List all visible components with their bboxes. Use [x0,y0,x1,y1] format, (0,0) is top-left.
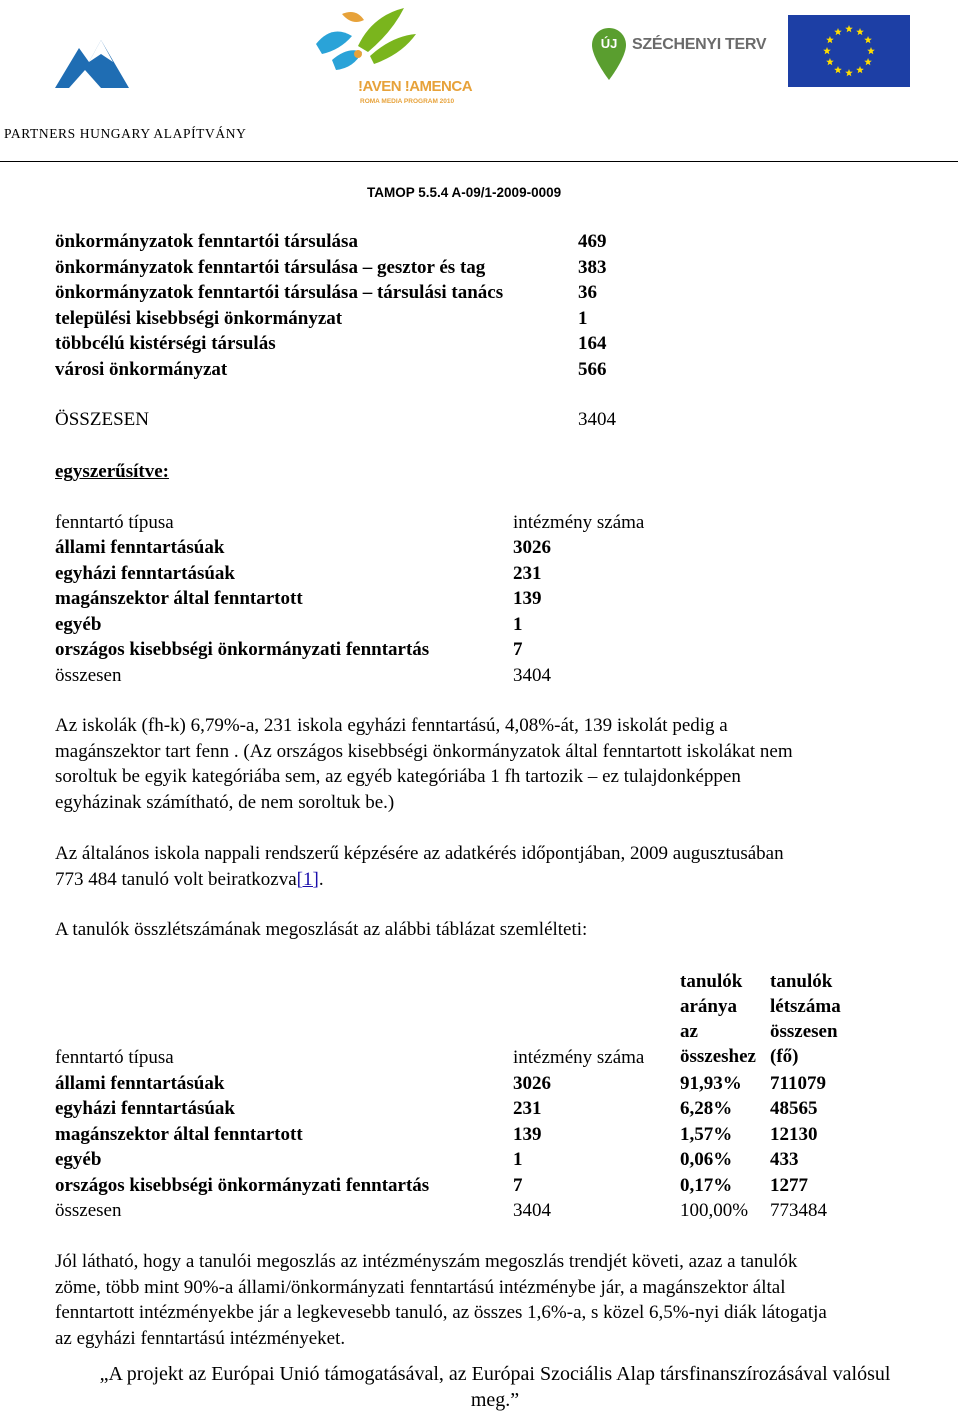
cell: 1 [513,1149,523,1170]
header-line: aránya [680,996,737,1017]
simplified-heading: egyszerűsítve: [55,461,169,482]
cell: 231 [513,563,542,584]
cell: országos kisebbségi önkormányzati fenntartás [55,639,430,660]
cell: országos kisebbségi önkormányzati fenntartás [55,1175,430,1196]
cell: magánszektor által fenntartott [55,588,303,609]
text-span: 773 484 tanuló volt beiratkozva [55,868,297,890]
cell: egyházi fenntartásúak [55,1098,235,1119]
total-label: ÖSSZESEN [55,409,149,430]
szechenyi-text: SZÉCHENYI TERV [632,36,767,53]
col-header: fenntartó típusa [55,512,174,533]
list-item-label: önkormányzatok fenntartói társulása – társulási tanács [55,282,504,303]
cell: 711079 [770,1073,826,1094]
cell: állami fenntartásúak [55,1073,225,1094]
footer-line: meg.” [470,1389,520,1411]
footer-eu-notice [30,1361,960,1413]
cell: 1,57% [680,1124,733,1145]
col-header-count [770,969,870,1069]
col-header: intézmény száma [513,512,645,533]
cell: 433 [770,1149,799,1170]
header-line: az [680,1021,698,1042]
list-item-value: 469 [578,231,607,252]
cell: állami fenntartásúak [55,537,225,558]
text-line: Az iskolák (fh-k) 6,79%-a, 231 iskola egyházi fenntartású, 4,08%-át, 139 iskolát pedig a [55,715,728,736]
aven-title: !AVEN !AMENCA [358,78,473,95]
cell: egyéb [55,614,102,635]
cell: 231 [513,1098,542,1119]
header-line: létszáma [770,996,841,1017]
cell: 3026 [513,1073,551,1094]
list-item-value: 1 [578,308,588,329]
list-item-label: városi önkormányzat [55,359,228,380]
header-line: tanulók [680,971,743,992]
text-line: zöme, több mint 90%-a állami/önkormányzati fenntartású intézménybe jár, a magánszektor által [55,1276,786,1298]
cell: 773484 [770,1200,827,1221]
cell: 139 [513,588,542,609]
col-header: fenntartó típusa [55,1047,174,1068]
aven-subtitle: ROMA MEDIA PROGRAM 2010 [360,98,455,105]
list-item-label: önkormányzatok fenntartói társulása – gesztor és tag [55,257,486,278]
list-item-value: 164 [578,333,607,354]
cell: 3026 [513,537,551,558]
paragraph-conclusion [55,1249,960,1351]
cell: 7 [513,639,523,660]
eu-flag-icon [788,15,910,87]
cell: egyházi fenntartásúak [55,563,235,584]
cell: 0,06% [680,1149,733,1170]
list-item-label: települési kisebbségi önkormányzat [55,308,343,329]
cell: 91,93% [680,1073,742,1094]
text-line [55,867,945,893]
text-line: Az általános iskola nappali rendszerű képzésére az adatkérés időpontjában, 2009 augusztusában [55,843,784,864]
cell: 0,17% [680,1175,733,1196]
text-line: fenntartott intézményekbe jár a legkevesebb tanuló, az összes 1,6%-a, s közel 6,5%-nyi diák látogatja [55,1302,827,1323]
cell: 139 [513,1124,542,1145]
list-item-value: 566 [578,359,607,380]
cell: 48565 [770,1098,818,1119]
partners-mountain-logo [55,34,129,88]
col-header-share [680,969,768,1069]
text-line: magánszektor tart fenn . (Az országos kisebbségi önkormányzatok által fenntartott iskolákat nem [55,740,793,762]
aven-amenca-logo [312,6,473,110]
list-item-value: 36 [578,282,597,303]
szechenyi-badge: ÚJ [600,36,618,51]
header-line: összesen [770,1021,838,1042]
cell: egyéb [55,1149,102,1170]
list-item-value: 383 [578,257,607,278]
cell: 3404 [513,665,551,686]
text-span: . [318,868,324,890]
text-line: az egyházi fenntartású intézményeket. [55,1327,346,1349]
text-line: egyházinak számítható, de nem soroltuk be.) [55,791,395,813]
cell: magánszektor által fenntartott [55,1124,303,1145]
cell: 7 [513,1175,523,1196]
paragraph-table-intro: A tanulók összlétszámának megoszlását az alábbi táblázat szemlélteti: [55,919,588,940]
header-line: tanulók [770,971,833,992]
footer-line: „A projekt az Európai Unió támogatásával, az Európai Szociális Alap társfinanszírozásával valósul [99,1363,891,1385]
list-item-label: önkormányzatok fenntartói társulása [55,231,358,252]
cell: 12130 [770,1124,818,1145]
footnote-link[interactable]: [1] [296,868,319,890]
cell: 3404 [513,1200,551,1221]
aven-bird-icon [312,6,422,80]
org-name: PARTNERS HUNGARY ALAPÍTVÁNY [4,126,247,141]
paragraph-school-share [55,713,945,815]
list-item-label: többcélú kistérségi társulás [55,333,276,354]
header-line: (fő) [770,1046,799,1067]
header-divider [0,161,958,162]
cell: 1277 [770,1175,808,1196]
text-line: soroltuk be egyik kategóriába sem, az egyéb kategóriába 1 fh tartozik – ez tulajdonképpen [55,766,741,787]
col-header: intézmény száma [513,1047,645,1068]
header-line: összeshez [680,1046,756,1067]
szechenyi-terv-logo [592,28,782,84]
cell: 1 [513,614,523,635]
cell: összesen [55,1200,122,1221]
cell: összesen [55,665,122,686]
cell: 6,28% [680,1098,733,1119]
paragraph-enrolment [55,841,945,892]
project-code: TAMOP 5.5.4 A-09/1-2009-0009 [367,185,562,200]
text-line: Jól látható, hogy a tanulói megoszlás az intézményszám megoszlás trendjét követi, azaz a tanulók [55,1251,798,1272]
total-value: 3404 [578,409,616,430]
cell: 100,00% [680,1200,749,1221]
